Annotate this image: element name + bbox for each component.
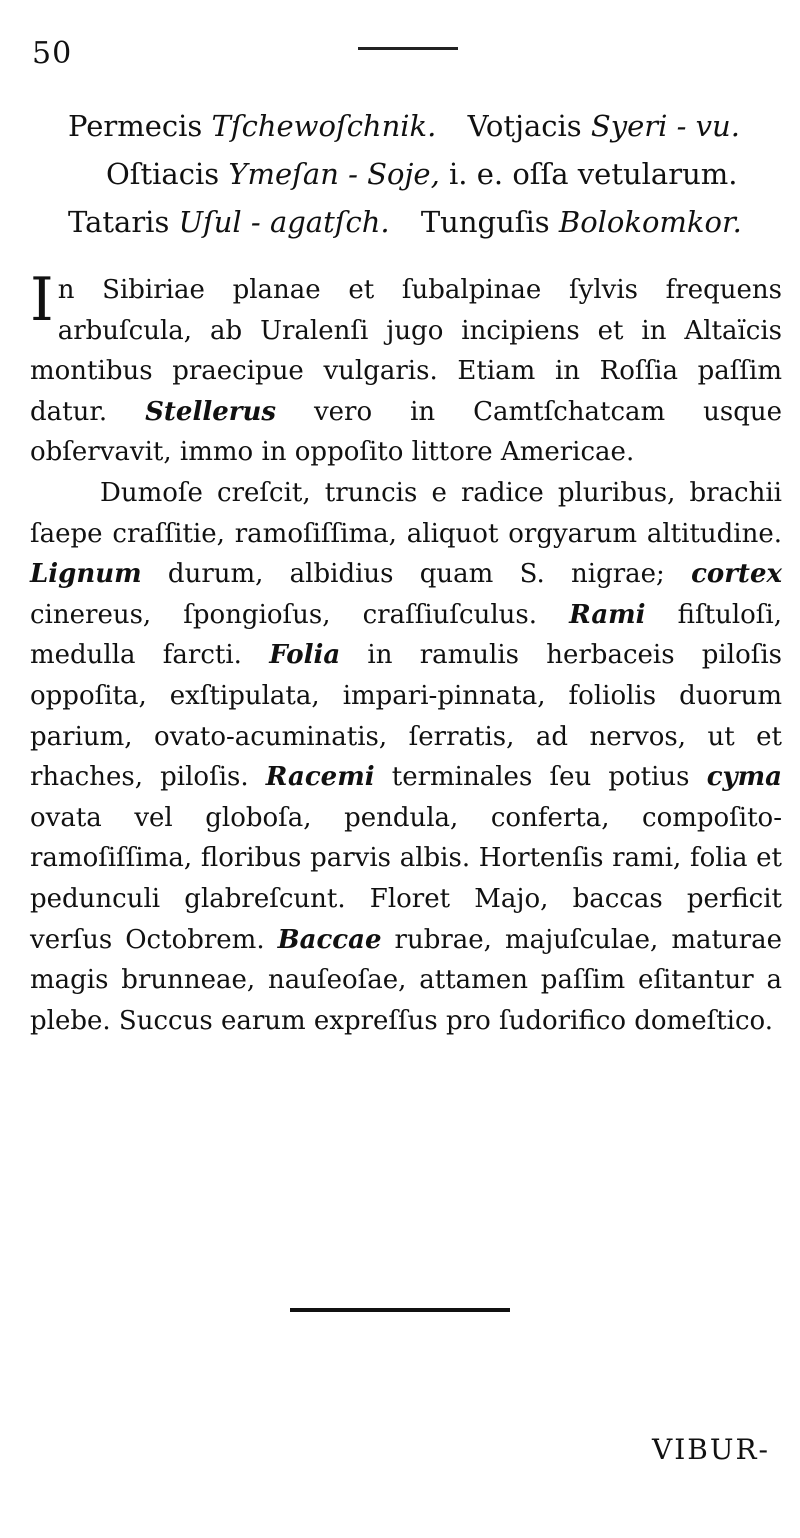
synonym-line-2 (60, 150, 766, 198)
catchword: VIBUR- (652, 1433, 770, 1466)
page-number: 50 (32, 36, 73, 71)
paragraph-text: n Sibiriae planae et ſubalpinae ſylvis frequens arbuſcula, ab Uralenſi jugo incipiens et in Altaïcis montibus praecipue vulgaris. Etiam in Roſſia paſſim datur. (30, 275, 782, 427)
paragraph-text: durum, albidius quam S. nigrae; (141, 559, 692, 590)
paragraph-description (30, 473, 782, 1041)
paragraph-text: ovata vel globoſa, pendula, conferta, compoſito-ramoſiſſima, floribus parvis albis. Hortenſis rami, folia et pedunculi glabreſcunt. Floret Majo, baccas perficit verſus Octobrem. (30, 802, 782, 955)
paragraph-text: in ramulis herbaceis piloſis oppoſita, exſtipulata, impari-pinnata, foliolis duorum parium, ovato-acuminatis, ſerratis, ad nervos, ut et rhaches, piloſis. (30, 640, 782, 793)
synonym-name: Bolokomkor. (558, 205, 742, 239)
header-rule (358, 47, 458, 50)
synonym-language: Oſtiacis (106, 157, 220, 191)
paragraph-distribution (30, 265, 782, 473)
synonym-name: Syeri - vu. (590, 109, 740, 143)
synonym-name: Ymeſan - Soje, (228, 157, 440, 191)
synonym-language: Tataris (68, 205, 170, 239)
synonym-language: Tunguſis (420, 205, 550, 239)
term-cortex: cortex (691, 559, 782, 590)
synonym-gloss: i. e. oſſa vetularum. (449, 157, 738, 191)
synonym-name: Uſul - agatſch. (178, 205, 390, 239)
paragraph-text: rubrae, majuſculae, maturae magis brunneae, nauſeoſae, attamen paſſim eſitantur a plebe. Succus earum expreſſus pro ſudorifico domeſtico. (30, 924, 782, 1036)
synonym-language: Permecis (68, 109, 203, 143)
term-racemi: Racemi (265, 762, 375, 793)
vernacular-names (60, 102, 766, 246)
paragraph-text: cinereus, ſpongioſus, craſſiuſculus. (30, 599, 570, 630)
term-rami: Rami (569, 599, 646, 630)
section-end-rule (290, 1308, 510, 1312)
drop-cap: I (30, 265, 54, 335)
paragraph-text: terminales ſeu potius (374, 762, 707, 793)
synonym-line-1 (60, 102, 766, 150)
author-name: Stellerus (145, 396, 277, 427)
term-baccae: Baccae (277, 924, 382, 955)
term-lignum: Lignum (30, 559, 142, 590)
synonym-line-3 (60, 198, 766, 246)
paragraph-text: vero in Camtſchatcam usque obſervavit, immo in oppoſito littore Americae. (30, 396, 782, 468)
paragraph-text: fiſtuloſi, medulla farcti. (30, 599, 782, 671)
term-folia: Folia (269, 640, 341, 671)
synonym-name: Tſchewoſchnik. (211, 109, 437, 143)
synonym-language: Votjacis (467, 109, 582, 143)
body-text (30, 265, 782, 1041)
paragraph-text: Dumoſe creſcit, truncis e radice pluribus, brachii ſaepe craſſitie, ramoſiſſima, aliquot orgyarum altitudine. (30, 477, 782, 549)
term-cyma: cyma (706, 762, 782, 793)
